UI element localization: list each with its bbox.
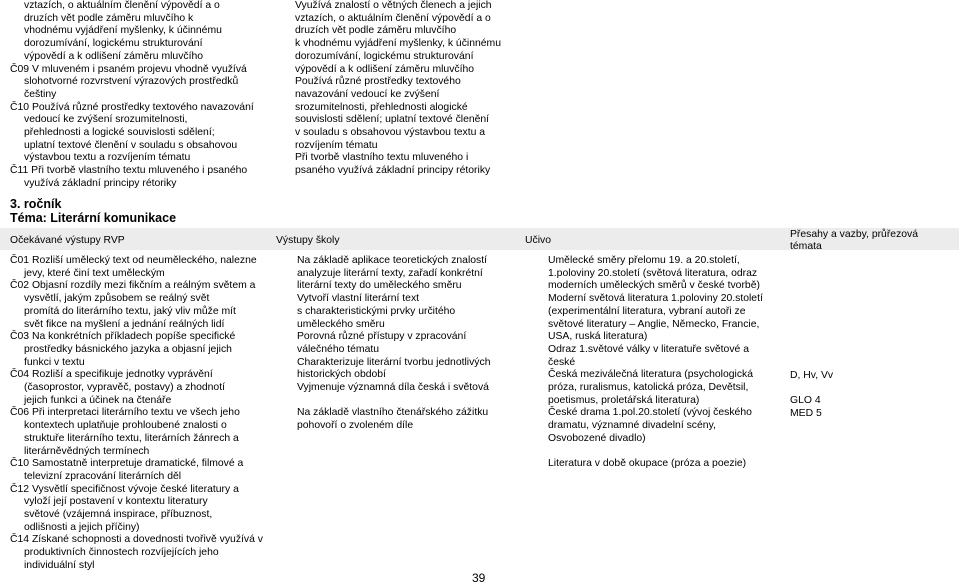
outcome-line: odlišnosti a jejich příčiny)	[24, 521, 140, 533]
curriculum-line: Umělecké směry přelomu 19. a 20.století,	[548, 255, 740, 266]
outcome-line: Č02 Objasní rozdíly mezi fikčním a reálným světem a	[10, 280, 256, 292]
school-outcome-line: pohovoří o zvoleném díle	[297, 420, 414, 432]
text-line: Využívá znalostí o větných členech a jejich	[295, 0, 492, 11]
curriculum-line: moderních uměleckých směrů v české tvorbě)	[548, 280, 760, 292]
top-left-column	[10, 0, 282, 191]
text-line: Č09 V mluveném i psaném projevu vhodně využívá	[10, 63, 247, 75]
header-expected-outcomes: Očekávané výstupy RVP	[10, 235, 125, 246]
page-number: 39	[472, 571, 486, 585]
outcome-line: prostředky básnického jazyka a objasní jejich	[24, 343, 232, 355]
text-line: vedoucí ke zvýšení srozumitelnosti,	[24, 114, 188, 126]
text-line: češtiny	[24, 88, 57, 100]
curriculum-line	[548, 446, 780, 459]
outcome-line: jevy, které činí text uměleckým	[24, 267, 165, 279]
header-school-outcomes: Výstupy školy	[276, 235, 340, 246]
school-outcome-line: Vytvoří vlastní literární text	[297, 293, 420, 305]
school-outcome-line: uměleckého směru	[297, 318, 385, 330]
outcome-line: světové (vzájemná inspirace, příbuznost,	[24, 509, 213, 521]
school-outcome-line: literární texty do uměleckého směru	[297, 280, 462, 292]
year-heading: 3. ročník	[10, 197, 62, 211]
outcome-line: vysvětlí, jakým způsobem se reálný svět	[24, 293, 210, 305]
curriculum-line: (experimentální literatura, vybraní autoři ze	[548, 305, 746, 317]
outcome-line: produktivních činnostech rozvíjejících jeho	[24, 547, 219, 559]
curriculum-line: USA, ruská literatura)	[548, 331, 648, 343]
school-outcome-line: válečného tématu	[297, 343, 380, 355]
header-curriculum: Učivo	[525, 235, 551, 246]
curriculum-line: Literatura v době okupace (próza a poezie)	[548, 458, 747, 470]
outcome-line: Č12 Vysvětlí specifičnost vývoje české literatury a	[10, 483, 239, 495]
cross-curricular-line	[790, 383, 940, 396]
cross-curricular-line: GLO 4	[790, 395, 821, 407]
text-line: druzích vět podle záměru mluvčího k	[24, 12, 194, 24]
outcome-line: literárněvědných termínech	[24, 445, 150, 457]
outcome-line: promítá do literárního textu, jaký vliv může mít	[24, 305, 236, 317]
school-outcomes-column	[297, 255, 535, 433]
text-line: psaného využívá základní principy rétoriky	[295, 165, 491, 177]
curriculum-line: Česká meziválečná literatura (psychologická	[548, 369, 754, 381]
text-line: Používá různé prostředky textového	[295, 76, 461, 88]
text-line: rozvíjením tématu	[295, 139, 378, 151]
outcome-line: televizní zpracování literárních děl	[24, 470, 182, 482]
cross-curricular-column	[790, 370, 940, 421]
curriculum-line: 1.poloviny 20.století (světová literatura, odraz	[548, 267, 758, 279]
school-outcome-line: Porovná různé přístupy v zpracování	[297, 331, 467, 343]
school-outcome-line	[297, 395, 535, 408]
curriculum-line: próza, ruralismus, katolická próza, Devětsil,	[548, 382, 749, 394]
text-line: vztazích, o aktuálním členění výpovědí a o	[24, 0, 220, 11]
header-cross-curricular-line2: témata	[790, 241, 822, 252]
outcome-line: struktuře literárního textu, literárních žánrech a	[24, 432, 239, 444]
outcome-line: vyloží její postavení v kontextu literatury	[24, 496, 208, 508]
text-line: srozumitelnosti, přehlednosti alogické	[295, 101, 468, 113]
outcome-line: Č06 Při interpretaci literárního textu ve všech jeho	[10, 407, 240, 419]
cross-curricular-line: MED 5	[790, 408, 822, 420]
topic-heading: Téma: Literární komunikace	[10, 211, 177, 225]
text-line: dorozumívání, logickému strukturování	[24, 38, 203, 50]
curriculum-line: České drama 1.pol.20.století (vývoj českého	[548, 407, 752, 419]
curriculum-line: Osvobozené divadlo)	[548, 432, 646, 444]
text-line: výpovědí a k odlišení záměru mluvčího	[24, 50, 204, 62]
text-line: výstavbou textu a rozvíjením tématu	[24, 152, 191, 164]
curriculum-column	[548, 255, 780, 471]
outcome-line: svět fikce na myšlení a jednání reálných lidí	[24, 318, 225, 330]
text-line: navazování vedoucí ke zvýšení	[295, 88, 440, 100]
text-line: uplatní textové členění v souladu s obsahovou	[24, 139, 238, 151]
school-outcome-line: Vyjmenuje významná díla česká i světová	[297, 382, 489, 394]
text-line: Č11 Při tvorbě vlastního textu mluveného i psaného	[10, 165, 248, 177]
outcome-line: (časoprostor, vypravěč, postavy) a zhodnotí	[24, 382, 225, 394]
text-line: k vhodnému vyjádření myšlenky, k účinnému	[295, 38, 501, 50]
school-outcome-line: Na základě vlastního čtenářského zážitku	[297, 407, 489, 419]
outcome-line: Č01 Rozliší umělecký text od neuměleckého, nalezne	[10, 255, 257, 266]
text-line: slohotvorné rozvrstvení výrazových prostředků	[24, 76, 239, 88]
text-line: výpovědí a k odlišení záměru mluvčího	[295, 63, 475, 75]
outcome-line: Č14 Získané schopnosti a dovednosti tvořivě využívá v	[10, 534, 263, 546]
outcome-line: jejich funkci a účinek na čtenáře	[24, 394, 172, 406]
outcome-line: individuální styl	[24, 559, 95, 571]
curriculum-line: světové literatury – Anglie, Německo, Francie,	[548, 318, 760, 330]
school-outcome-line: s charakteristickými prvky určitého	[297, 305, 456, 317]
cross-curricular-line: D, Hv, Vv	[790, 370, 834, 381]
outcome-line: kontextech uplatňuje prohloubené znalosti o	[24, 420, 227, 432]
text-line: využívá základní principy rétoriky	[24, 177, 177, 189]
curriculum-line: poetismus, proletářská literatura)	[548, 394, 700, 406]
curriculum-line: Odraz 1.světové války v literatuře světové a	[548, 343, 749, 355]
header-cross-curricular-line1: Přesahy a vazby, průřezová	[790, 229, 919, 240]
text-line: dorozumívání, logickému strukturování	[295, 50, 474, 62]
text-line: Při tvorbě vlastního textu mluveného i	[295, 152, 469, 164]
text-line: vhodnému vyjádření myšlenky, k účinnému	[24, 25, 222, 37]
outcome-line: Č03 Na konkrétních příkladech popíše specifické	[10, 331, 236, 343]
top-middle-column	[295, 0, 537, 178]
expected-outcomes-column	[10, 255, 286, 573]
school-outcome-line: analyzuje literární texty, zařadí konkrétní	[297, 267, 483, 279]
curriculum-line: dramatu, významné divadelní scény,	[548, 420, 716, 432]
outcome-line: funkci v textu	[24, 356, 85, 368]
curriculum-line: české	[548, 356, 576, 368]
school-outcome-line: Na základě aplikace teoretických znalostí	[297, 255, 488, 266]
outcome-line: Č04 Rozliší a specifikuje jednotky vyprávění	[10, 369, 213, 381]
school-outcome-line: Charakterizuje literární tvorbu jednotlivých	[297, 356, 491, 368]
text-line: druzích vět podle záměru mluvčího	[295, 25, 457, 37]
text-line: přehlednosti a logické souvislosti sdělení;	[24, 127, 215, 139]
outcome-line: Č10 Samostatně interpretuje dramatické, filmové a	[10, 458, 244, 470]
text-line: vztazích, o aktuálním členění výpovědí a o	[295, 12, 491, 24]
school-outcome-line: historických období	[297, 369, 386, 381]
text-line: souvislosti sdělení; uplatní textové členění	[295, 114, 490, 126]
curriculum-line: Moderní světová literatura 1.poloviny 20.století	[548, 293, 763, 305]
text-line: Č10 Používá různé prostředky textového navazování	[10, 101, 254, 113]
text-line: v souladu s obsahovou výstavbou textu a	[295, 127, 486, 139]
